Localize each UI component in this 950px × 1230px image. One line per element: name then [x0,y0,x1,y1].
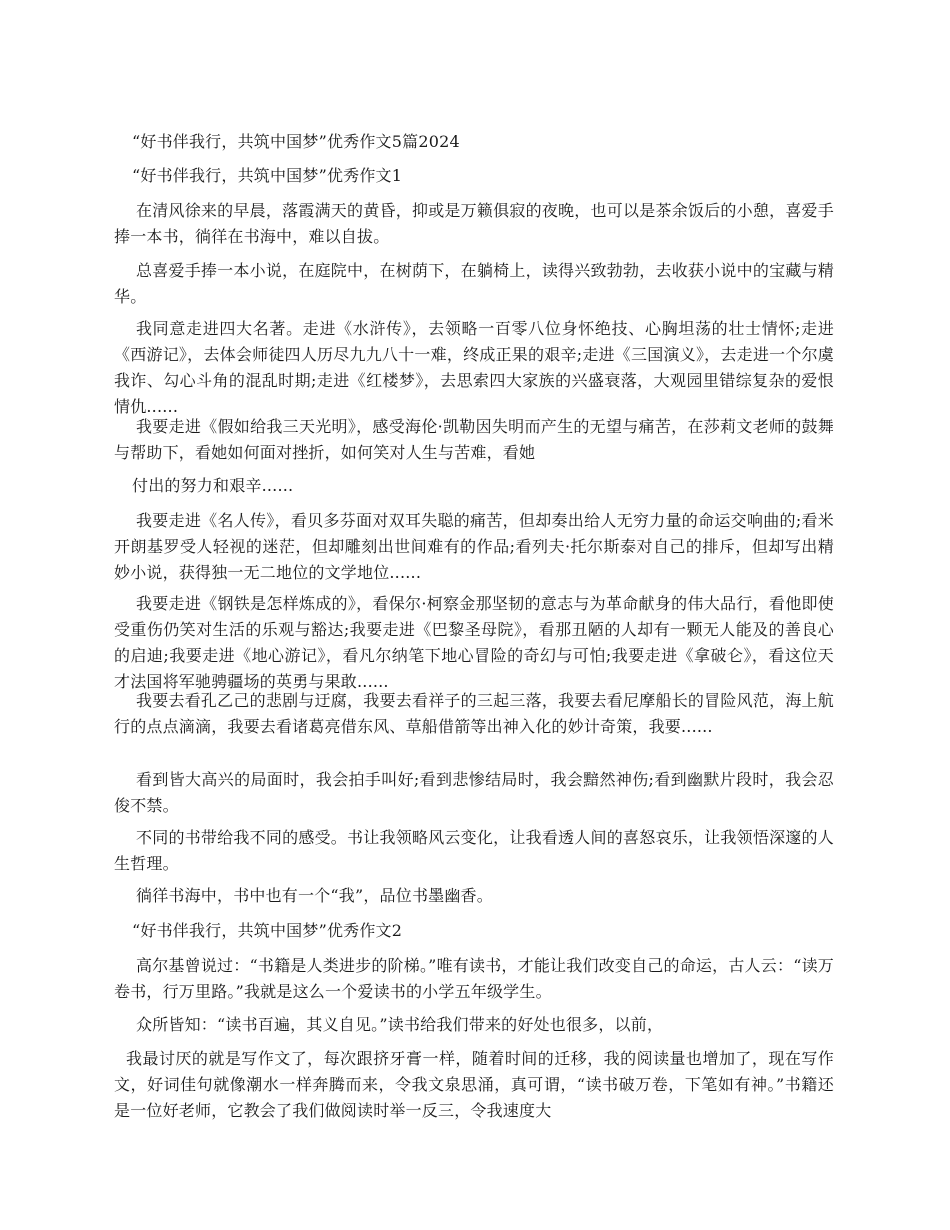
paragraph: 我同意走进四大名著。走进《水浒传》，去领略一百零八位身怀绝技、心胸坦荡的壮士情怀;走进《西游记》，去体会师徒四人历尽九九八十一难，终成正果的艰辛;走进《三国演义》，去走进一个尔虞我诈、勾心斗角的混乱时期;走进《红楼梦》，去思索四大家族的兴盛衰落，大观园里错综复杂的爱恨情仇...... [114,319,834,416]
paragraph: 徜徉书海中，书中也有一个“我”，品位书墨幽香。 [136,886,493,905]
paragraph: 看到皆大高兴的局面时，我会拍手叫好;看到悲惨结局时，我会黯然神伤;看到幽默片段时，我会忍俊不禁。 [114,770,834,815]
paragraph: 我要走进《名人传》，看贝多芬面对双耳失聪的痛苦，但却奏出给人无穷力量的命运交响曲的;看米开朗基罗受人轻视的迷茫，但却雕刻出世间难有的作品;看列夫·托尔斯泰对自己的排斥，但却写出精妙小说，获得独一无二地位的文学地位...... [114,511,834,582]
paragraph: 我要走进《假如给我三天光明》，感受海伦·凯勒因失明而产生的无望与痛苦，在莎莉文老师的鼓舞与帮助下，看她如何面对挫折，如何笑对人生与苦难，看她 [114,417,834,462]
paragraph: 高尔基曾说过：“书籍是人类进步的阶梯。”唯有读书，才能让我们改变自己的命运，古人云：“读万卷书，行万里路。”我就是这么一个爱读书的小学五年级学生。 [114,956,834,1001]
paragraph-continuation: 付出的努力和艰辛...... [132,476,294,495]
paragraph: 我最讨厌的就是写作文了，每次跟挤牙膏一样，随着时间的迁移，我的阅读量也增加了，现在写作文，好词佳句就像潮水一样奔腾而来，令我文泉思涌，真可谓，“读书破万卷，下笔如有神。”书籍还是一位好老师，它教会了我们做阅读时举一反三，令我速度大 [114,1049,834,1120]
paragraph: 不同的书带给我不同的感受。书让我领略风云变化，让我看透人间的喜怒哀乐，让我领悟深邃的人生哲理。 [114,828,834,873]
paragraph: 众所皆知：“读书百遍，其义自见。”读书给我们带来的好处也很多，以前， [136,1015,664,1034]
paragraph: 我要走进《钢铁是怎样炼成的》，看保尔·柯察金那坚韧的意志与为革命献身的伟大品行，看他即使受重伤仍笑对生活的乐观与豁达;我要走进《巴黎圣母院》，看那丑陋的人却有一颗无人能及的善良心的启迪;我要走进《地心游记》，看凡尔纳笔下地心冒险的奇幻与可怕;我要走进《拿破仑》，看这位天才法国将军驰骋疆场的英勇与果敢...... [114,594,834,691]
essay-1-heading: “好书伴我行，共筑中国梦”优秀作文1 [132,166,403,185]
paragraph: 总喜爱手捧一本小说，在庭院中，在树荫下，在躺椅上，读得兴致勃勃，去收获小说中的宝藏与精华。 [114,261,834,306]
essay-2-heading: “好书伴我行，共筑中国梦”优秀作文2 [132,921,403,940]
paragraph: 我要去看孔乙己的悲剧与迂腐，我要去看祥子的三起三落，我要去看尼摩船长的冒险风范，海上航行的点点滴滴，我要去看诸葛亮借东风、草船借箭等出神入化的妙计奇策，我要...... [114,691,834,736]
document-title: “好书伴我行，共筑中国梦”优秀作文5篇2024 [132,132,460,151]
paragraph: 在清风徐来的早晨，落霞满天的黄昏，抑或是万籁俱寂的夜晚，也可以是茶余饭后的小憩，喜爱手捧一本书，徜徉在书海中，难以自拔。 [114,201,834,246]
